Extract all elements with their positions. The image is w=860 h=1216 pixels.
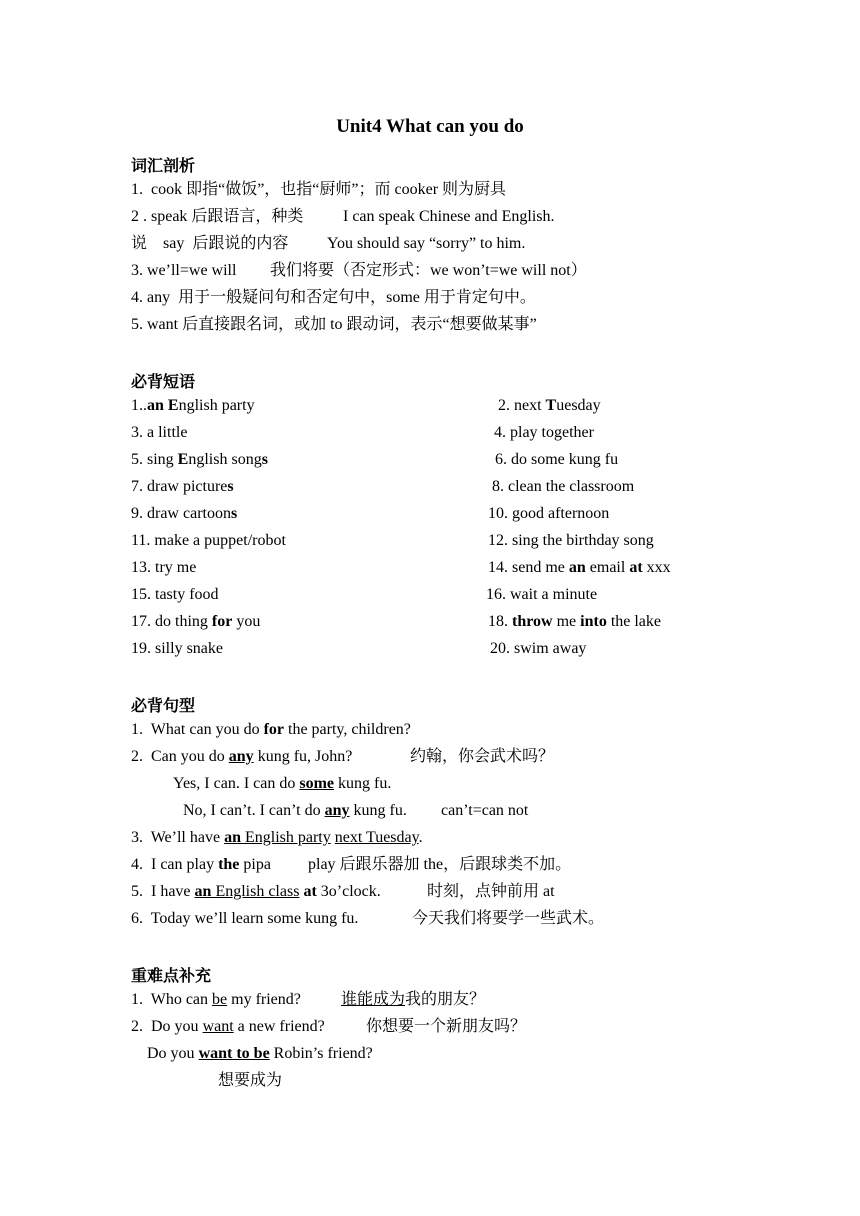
phrase-1-rest: nglish party (178, 397, 255, 414)
phrase-8: 8. clean the classroom (492, 478, 635, 495)
sentence-1-a: 1. What can you do (131, 721, 264, 738)
supplement-4: 想要成为 (218, 1072, 283, 1089)
supplement-1-be: be (212, 991, 228, 1008)
vocab-line-1: 1. cook 即指“做饭”，也指“厨师”；而 cooker 则为厨具 (131, 181, 507, 198)
phrase-9-a: 9. draw cartoon (131, 505, 231, 522)
sentence-3-a: 3. We’ll have (131, 829, 225, 846)
vocab-line-2a: 2 . speak 后跟语言，种类 (131, 208, 304, 225)
sentence-3-period: . (418, 829, 423, 846)
phrase-3: 3. a little (131, 424, 188, 441)
vocab-line-5: 4. any 用于一般疑问句和否定句中，some 用于肯定句中。 (131, 289, 536, 306)
sentence-2 (131, 747, 352, 767)
sentence-2-yes (173, 774, 391, 794)
phrase-14-c: email (585, 559, 630, 576)
sentence-6: 6. Today we’ll learn some kung fu. (131, 910, 359, 927)
supplement-1-become: 成为 (373, 991, 406, 1008)
sentence-1-c: the party, children? (284, 721, 411, 738)
sentence-2-c: kung fu, John? (253, 748, 353, 765)
sentence-4-bold-the: the (218, 856, 240, 873)
supplement-2-c: a new friend? (233, 1018, 325, 1035)
sentence-2-translation: 约翰，你会武术吗？ (410, 748, 555, 765)
phrase-5-a: 5. sing (131, 451, 178, 468)
phrase-20: 20. swim away (490, 640, 587, 657)
phrase-2 (498, 396, 601, 416)
phrase-18-bold-throw: throw (512, 613, 553, 630)
sentence-2-yes-a: Yes, I can. I can do (173, 775, 300, 792)
phrase-6: 6. do some kung fu (495, 451, 619, 468)
phrase-2-a: 2. next (498, 397, 546, 414)
phrase-18 (488, 612, 661, 632)
sentence-5-bold-at: at (303, 883, 317, 900)
sentence-4-note: play 后跟乐器加 the，后跟球类不加。 (308, 856, 572, 873)
phrase-10: 10. good afternoon (488, 505, 610, 522)
sentence-6-translation: 今天我们将要学一些武术。 (412, 910, 605, 927)
sentence-5-a: 5. I have (131, 883, 195, 900)
phrase-7-bold: s (227, 478, 234, 495)
supplement-2-want: want (202, 1018, 234, 1035)
phrase-12: 12. sing the birthday song (488, 532, 654, 549)
phrase-19: 19. silly snake (131, 640, 223, 657)
phrase-17-a: 17. do thing (131, 613, 212, 630)
supplement-3 (147, 1044, 373, 1064)
phrase-14-a: 14. send me (488, 559, 569, 576)
phrase-18-a: 18. (488, 613, 512, 630)
phrase-1-bold: an E (147, 397, 179, 414)
sentence-1-bold: for (263, 721, 284, 738)
vocab-line-3a: 说 say 后跟说的内容 (131, 235, 289, 252)
phrase-1-num: 1.. (131, 397, 147, 414)
sentence-2-a: 2. Can you do (131, 748, 229, 765)
phrase-13: 13. try me (131, 559, 197, 576)
phrase-2-bold: T (545, 397, 557, 414)
sentence-3-next-tuesday: next Tuesday (334, 829, 419, 846)
supplement-1-a: 1. Who can (131, 991, 213, 1008)
sentence-3-bold-an: an (224, 829, 241, 846)
sentence-2-no-bold: any (324, 802, 350, 819)
sentence-2-yes-c: kung fu. (334, 775, 392, 792)
sentence-1 (131, 720, 411, 740)
phrase-11: 11. make a puppet/robot (131, 532, 286, 549)
sentence-2-no (183, 801, 407, 821)
phrase-1 (131, 396, 255, 416)
supplement-1-f: 我的朋友？ (405, 991, 486, 1008)
sentence-5 (131, 882, 381, 902)
phrase-17-c: you (232, 613, 261, 630)
supplement-3-want-to-be: want to be (198, 1045, 270, 1062)
supplement-1 (131, 990, 301, 1010)
phrase-15: 15. tasty food (131, 586, 219, 603)
phrase-9 (131, 504, 237, 524)
phrase-18-c: me (552, 613, 581, 630)
sentence-5-bold-an: an (194, 883, 212, 900)
vocab-line-3b: You should say “sorry” to him. (327, 235, 526, 252)
supplement-heading: 重难点补充 (131, 966, 212, 985)
supplement-2 (131, 1017, 325, 1037)
phrase-5-c: nglish song (188, 451, 262, 468)
sentence-2-yes-bold: some (299, 775, 334, 792)
phrase-7-a: 7. draw picture (131, 478, 228, 495)
phrase-4: 4. play together (494, 424, 594, 441)
supplement-1-translation (341, 990, 485, 1010)
phrase-9-bold: s (230, 505, 238, 522)
sentence-5-f: 3o’clock. (316, 883, 381, 900)
vocab-line-4a: 3. we’ll=we will (131, 262, 237, 279)
supplement-3-a: Do you (147, 1045, 199, 1062)
supplement-3-c: Robin’s friend? (269, 1045, 373, 1062)
sentence-4-a: 4. I can play (131, 856, 219, 873)
vocab-line-2b: I can speak Chinese and English. (343, 208, 555, 225)
phrase-14-bold-an: an (568, 559, 586, 576)
vocab-line-6: 5. want 后直接跟名词，或加 to 跟动词，表示“想要做某事” (131, 316, 537, 333)
supplement-1-c: my friend? (227, 991, 301, 1008)
supplement-2-a: 2. Do you (131, 1018, 203, 1035)
sentence-3-english-party: English party (240, 829, 331, 846)
phrase-5-bold-s: s (261, 451, 268, 468)
phrase-5-bold: E (177, 451, 189, 468)
sentence-3 (131, 828, 423, 848)
phrase-5 (131, 450, 268, 470)
sentence-2-bold-any: any (228, 748, 254, 765)
page-title: Unit4 What can you do (336, 116, 524, 137)
sentences-heading: 必背句型 (131, 696, 196, 715)
sentence-2-no-note: can’t=can not (441, 802, 529, 819)
sentence-2-no-a: No, I can’t. I can’t do (183, 802, 325, 819)
phrase-14-bold-at: at (629, 559, 643, 576)
sentence-5-english-class: English class (211, 883, 300, 900)
supplement-2-translation: 你想要一个新朋友吗？ (366, 1018, 527, 1035)
phrase-18-bold-into: into (580, 613, 607, 630)
phrase-18-e: the lake (606, 613, 662, 630)
phrase-16: 16. wait a minute (486, 586, 598, 603)
vocab-line-4b: 我们将要（否定形式：we won’t=we will not） (270, 262, 587, 279)
sentence-2-no-c: kung fu. (349, 802, 407, 819)
sentence-4-c: pipa (239, 856, 271, 873)
vocab-heading: 词汇剖析 (131, 156, 196, 175)
phrase-14 (488, 558, 671, 578)
phrase-17 (131, 612, 260, 632)
sentence-4 (131, 855, 271, 875)
phrase-2-c: uesday (556, 397, 601, 414)
sentence-5-note: 时刻，点钟前用 at (427, 883, 555, 900)
phrase-14-e: xxx (642, 559, 671, 576)
supplement-1-d: 谁能 (341, 991, 374, 1008)
phrases-heading: 必背短语 (131, 372, 196, 391)
phrase-7 (131, 477, 234, 497)
phrase-17-bold: for (211, 613, 233, 630)
